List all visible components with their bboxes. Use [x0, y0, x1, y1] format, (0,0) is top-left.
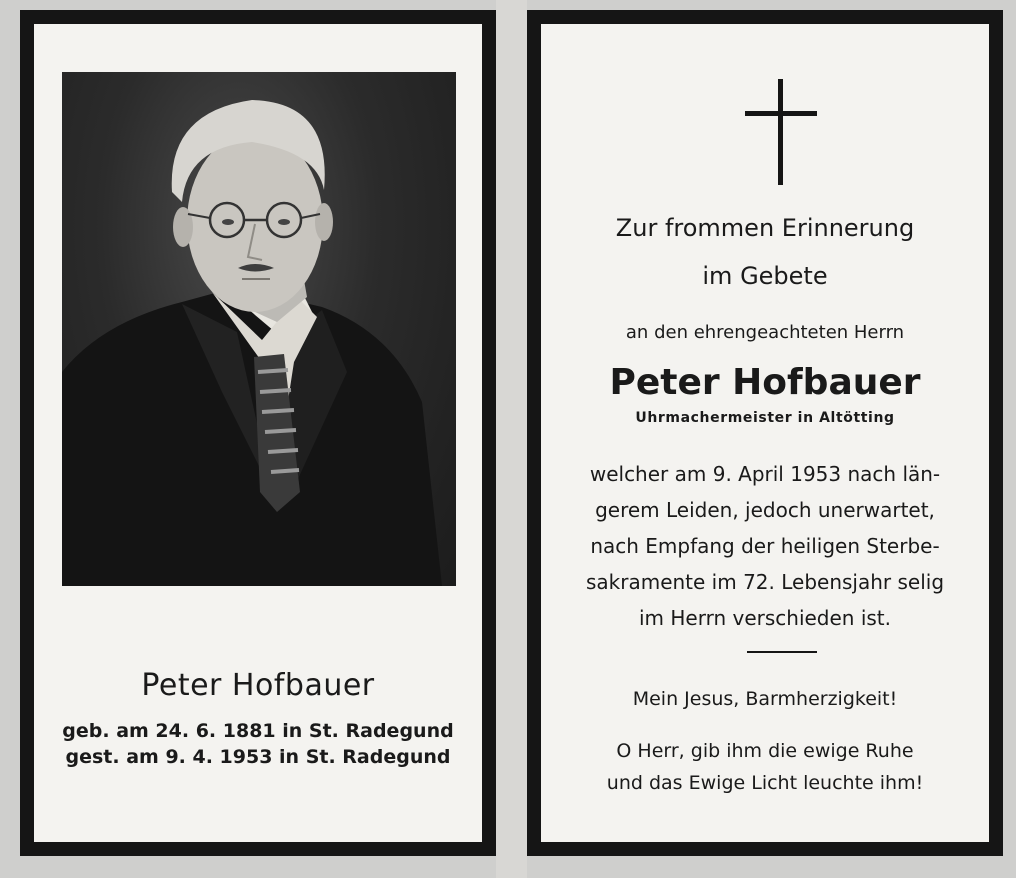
occupation: Uhrmachermeister in Altötting	[635, 410, 895, 426]
divider	[747, 651, 817, 653]
portrait-photo	[62, 72, 456, 586]
intro-line-2: im Gebete	[702, 262, 828, 290]
intro-line-3: an den ehrengeachteten Herrn	[625, 322, 905, 343]
intro-line-1: Zur frommen Erinnerung	[615, 214, 915, 242]
deceased-name-heading: Peter Hofbauer	[609, 362, 921, 403]
memorial-card-text-side	[527, 10, 1003, 856]
card-fold-gap	[496, 0, 527, 878]
birth-date-line: geb. am 24. 6. 1881 in St. Radegund	[62, 720, 454, 742]
prayer-line-3: und das Ewige Licht leuchte ihm!	[606, 772, 924, 794]
prayer-line-2: O Herr, gib ihm die ewige Ruhe	[616, 740, 914, 762]
prayer-line-1: Mein Jesus, Barmherzigkeit!	[632, 688, 898, 710]
memorial-card-portrait-side	[20, 10, 496, 856]
deceased-name: Peter Hofbauer	[141, 668, 375, 703]
text-line: sakramente im 72. Lebensjahr selig	[585, 570, 945, 594]
text-line: welcher am 9. April 1953 nach län-	[589, 462, 941, 486]
cross-icon	[745, 79, 817, 185]
text-line: im Herrn verschieden ist.	[638, 606, 892, 630]
text-line: nach Empfang der heiligen Sterbe-	[590, 534, 940, 558]
text-line: gerem Leiden, jedoch unerwartet,	[595, 498, 935, 522]
death-date-line: gest. am 9. 4. 1953 in St. Radegund	[65, 746, 451, 768]
